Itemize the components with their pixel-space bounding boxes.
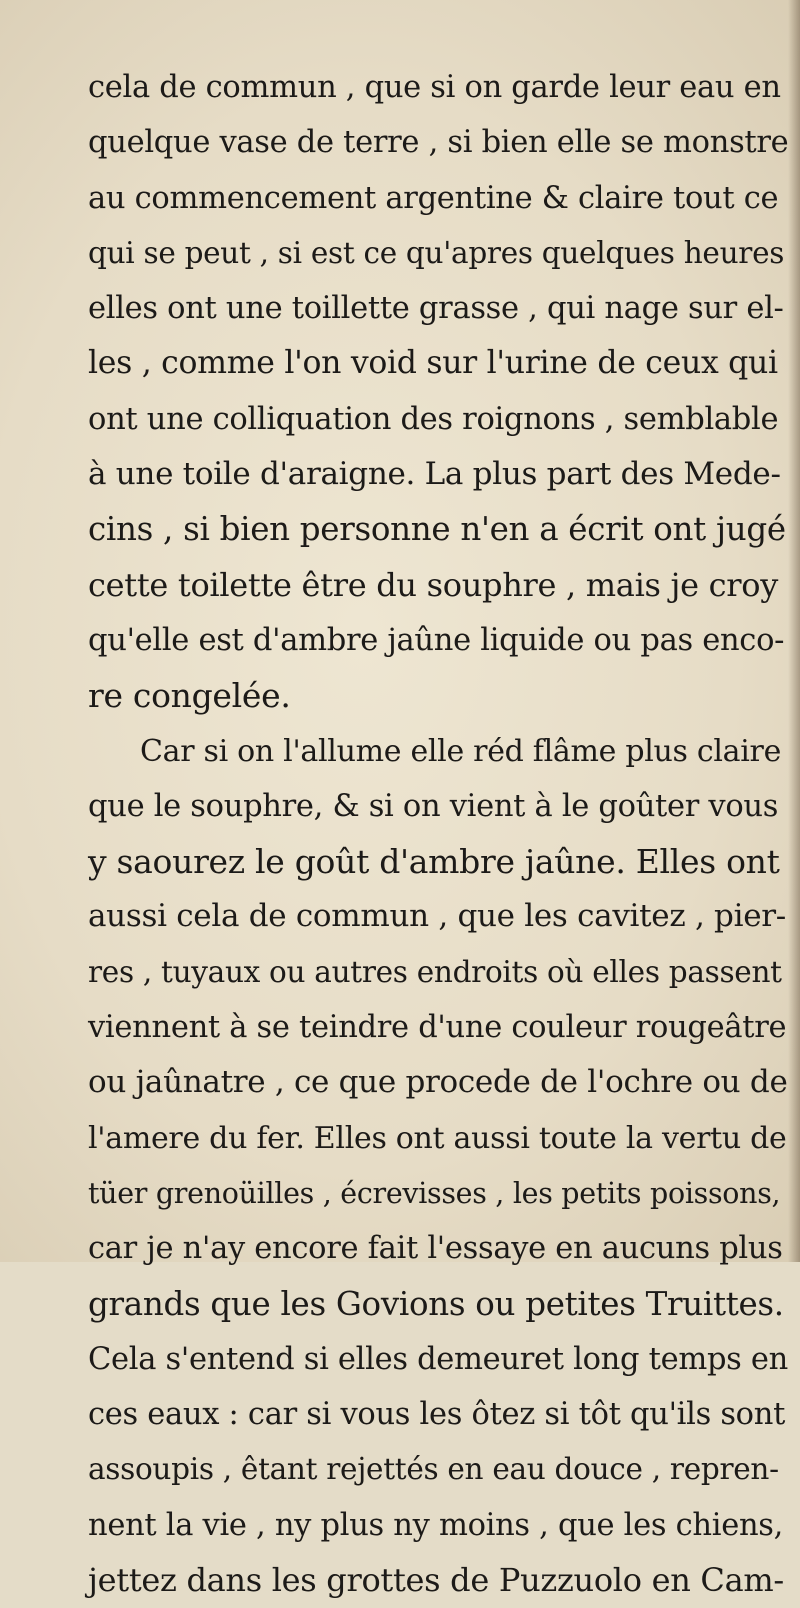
text-line: assoupis , êtant rejettés en eau douce , repren-: [88, 1452, 779, 1487]
text-line: quelque vase de terre , si bien elle se monstre: [88, 125, 789, 161]
page-edge-shadow: [788, 0, 800, 1262]
text-line: y saourez le goût d'ambre jaûne. Elles ont: [88, 842, 780, 882]
page-text: [88, 60, 788, 1608]
text-line: re congelée.: [88, 676, 291, 716]
text-line: jettez dans les grottes de Puzzuolo en Cam-: [88, 1561, 784, 1600]
text-line: l'amere du fer. Elles ont aussi toute la vertu de: [88, 1120, 787, 1156]
text-line: elles ont une toillette grasse , qui nage sur el-: [88, 291, 784, 327]
text-line: à une toile d'araigne. La plus part des Mede-: [88, 456, 781, 493]
text-line: qui se peut , si est ce qu'apres quelques heures: [88, 235, 785, 270]
text-line: ont une colliquation des roignons , semblable: [88, 401, 779, 437]
text-line: res , tuyaux ou autres endroits où elles passent: [88, 954, 782, 989]
text-line: Cela s'entend si elles demeuret long temps en: [88, 1341, 789, 1377]
paragraph-start-line: Car si on l'allume elle réd flâme plus claire: [140, 733, 782, 769]
text-line: tüer grenoüilles , écrevisses , les petits poissons,: [88, 1176, 781, 1210]
text-line: les , comme l'on void sur l'urine de ceux qui: [88, 345, 778, 382]
text-line: viennent à se teindre d'une couleur rougeâtre: [88, 1010, 787, 1046]
text-line: aussi cela de commun , que les cavitez , pier-: [88, 898, 786, 935]
text-line: cela de commun , que si on garde leur eau en: [88, 70, 781, 105]
text-line: cette toilette être du souphre , mais je croy: [88, 565, 779, 604]
text-line: ou jaûnatre , ce que procede de l'ochre ou de: [88, 1064, 788, 1101]
text-line: cins , si bien personne n'en a écrit ont jugé: [88, 510, 786, 549]
text-line: nent la vie , ny plus ny moins , que les chiens,: [88, 1507, 784, 1543]
text-line: ces eaux : car si vous les ôtez si tôt qu'ils sont: [88, 1397, 786, 1433]
text-line: au commencement argentine & claire tout ce: [88, 180, 779, 216]
text-line: grands que les Govions ou petites Truittes.: [88, 1284, 784, 1323]
text-line: car je n'ay encore fait l'essaye en aucuns plus: [88, 1231, 783, 1267]
text-line: qu'elle est d'ambre jaûne liquide ou pas enco-: [88, 622, 785, 658]
text-line: que le souphre, & si on vient à le goûter vous: [88, 788, 779, 824]
